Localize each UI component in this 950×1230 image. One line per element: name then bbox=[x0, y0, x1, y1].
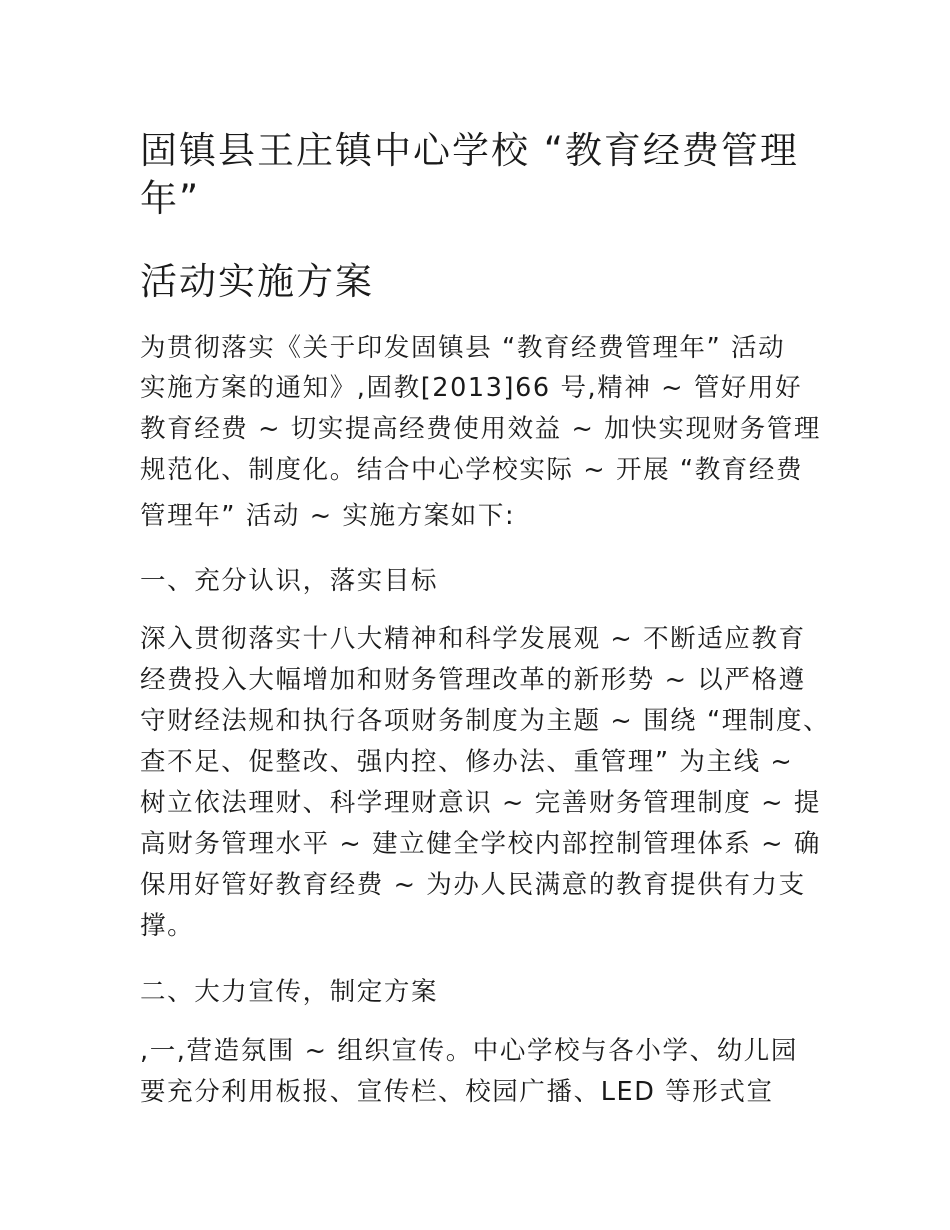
intro-line: 实施方案的通知》,固教[2013]66 号,精神 ~ 管好用好 bbox=[140, 373, 803, 403]
intro-line: 管理年” 活动 ~ 实施方案如下: bbox=[140, 501, 516, 531]
document-subtitle: 活动实施方案 bbox=[140, 260, 374, 303]
section-1-line: 保用好管好教育经费 ~ 为办人民满意的教育提供有力支 bbox=[140, 870, 806, 900]
section-1-line: 撑。 bbox=[140, 911, 195, 941]
section-2-line: 要充分利用板报、宣传栏、校园广播、LED 等形式宣 bbox=[140, 1077, 774, 1107]
document-title: 固镇县王庄镇中心学校 “教育经费管理年” bbox=[140, 129, 799, 220]
section-2-heading: 二、大力宣传，制定方案 bbox=[140, 977, 439, 1007]
section-1-line: 高财务管理水平 ~ 建立健全学校内部控制管理体系 ~ 确 bbox=[140, 829, 821, 859]
section-1-line: 树立依法理财、科学理财意识 ~ 完善财务管理制度 ~ 提 bbox=[140, 788, 821, 818]
intro-line: 教育经费 ~ 切实提高经费使用效益 ~ 加快实现财务管理 bbox=[140, 414, 821, 444]
section-1-line: 深入贯彻落实十八大精神和科学发展观 ~ 不断适应教育 bbox=[140, 624, 806, 654]
section-1-heading: 一、充分认识，落实目标 bbox=[140, 566, 439, 596]
section-2-line: ,一,营造氛围 ~ 组织宣传。中心学校与各小学、幼儿园 bbox=[140, 1036, 798, 1066]
section-1-line: 查不足、促整改、强内控、修办法、重管理” 为主线 ~ bbox=[140, 747, 794, 777]
section-1-line: 守财经法规和执行各项财务制度为主题 ~ 围绕 “理制度、 bbox=[140, 706, 831, 736]
intro-line: 为贯彻落实《关于印发固镇县 “教育经费管理年” 活动 bbox=[140, 333, 786, 363]
section-1-line: 经费投入大幅增加和财务管理改革的新形势 ~ 以严格遵 bbox=[140, 665, 806, 695]
intro-line: 规范化、制度化。结合中心学校实际 ~ 开展 “教育经费 bbox=[140, 455, 804, 485]
